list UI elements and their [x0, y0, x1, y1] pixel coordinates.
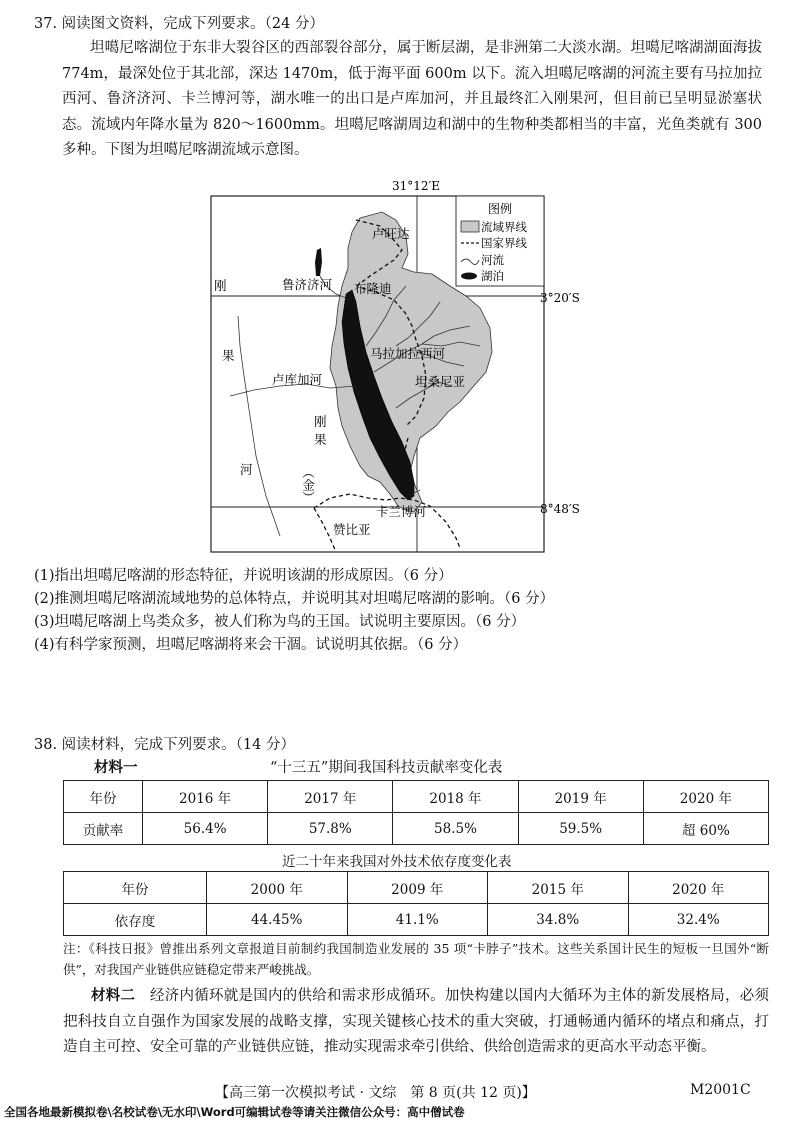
- q37-heading: 37. 阅读图文资料，完成下列要求。（24 分）: [34, 16, 324, 32]
- q37-paragraph: 坦噶尼喀湖位于东非大裂谷区的西部裂谷部分，属于断层湖，是非洲第二大淡水湖。坦噶尼喀湖湖面海拔 774m，最深处位于其北部，深达 1470m，低于海平面 600m 以下。流入坦噶尼喀湖的河流主要有马拉加拉西河、鲁济济河、卡兰博河等，湖水唯一的出口是卢库加河，并且最终汇入刚果河，但目前已呈明显淤塞状态。流域内年降水量为 820～1600mm。坦噶尼喀湖周边和湖中的生物种类都相当的丰富，光鱼类就有 300 多种。下图为坦噶尼喀湖流域示意图。: [62, 40, 762, 159]
- q37-question-3: (3)坦噶尼喀湖上鸟类众多，被人们称为鸟的王国。试说明主要原因。（6 分）: [34, 614, 526, 630]
- table2-value: 44.45%: [207, 904, 348, 936]
- table1-value: 超 60%: [643, 813, 768, 845]
- table2-title: 近二十年来我国对外技术依存度变化表: [282, 854, 512, 870]
- lat-north-label: 3°20′S: [540, 291, 580, 305]
- table1-value: 58.5%: [393, 813, 518, 845]
- label-malagarasi: 马拉加拉西河: [370, 346, 446, 361]
- paper-code: M2001C: [690, 1082, 751, 1098]
- table-tech-contribution: [63, 780, 769, 845]
- table2-header-dependence: 依存度: [64, 904, 207, 936]
- table1-header-rate: 贡献率: [64, 813, 143, 845]
- label-tanzania: 坦桑尼亚: [415, 374, 466, 389]
- q37-question-1: (1)指出坦噶尼喀湖的形态特征，并说明该湖的形成原因。（6 分）: [34, 568, 453, 584]
- table1-header-year: 年份: [64, 781, 143, 813]
- table1-year: 2019 年: [518, 781, 643, 813]
- legend-basin-swatch: [461, 221, 479, 232]
- material2: [63, 983, 769, 1061]
- q37-question-2: (2)推测坦噶尼喀湖流域地势的总体特点，并说明其对坦噶尼喀湖的影响。（6 分）: [34, 591, 555, 607]
- q38-heading: 38. 阅读材料，完成下列要求。（14 分）: [34, 737, 295, 753]
- table1-value: 56.4%: [143, 813, 268, 845]
- material2-label: 材料二: [91, 987, 136, 1004]
- tanganyika-basin-map: [210, 176, 586, 554]
- table1-year: 2017 年: [268, 781, 393, 813]
- legend-lake-swatch: [461, 273, 477, 280]
- table1-year: 2016 年: [143, 781, 268, 813]
- table2-year: 2015 年: [488, 872, 629, 904]
- footer-promo-line: 全国各地最新模拟卷\名校试卷\无水印\Word可编辑试卷等请关注微信公众号：高中僧试卷: [4, 1105, 465, 1119]
- label-congo-2: 果: [222, 348, 235, 363]
- label-congo-1: 刚: [214, 278, 227, 293]
- table2-value: 32.4%: [628, 904, 769, 936]
- table2-value: 41.1%: [347, 904, 488, 936]
- svg-text:果: 果: [314, 432, 327, 447]
- table1-year: 2020 年: [643, 781, 768, 813]
- table1-value: 59.5%: [518, 813, 643, 845]
- table2-value: 34.8%: [488, 904, 629, 936]
- table-note: 注：《科技日报》曾推出系列文章报道目前制约我国制造业发展的 35 项“卡脖子”技术。这些关系国计民生的短板一旦国外“断供”，对我国产业链供应链稳定带来严峻挑战。: [63, 941, 769, 977]
- material1-label: 材料一: [94, 759, 138, 776]
- label-kalambo: 卡兰博河: [376, 504, 427, 519]
- table2-header-year: 年份: [64, 872, 207, 904]
- label-ruzizi: 鲁济济河: [282, 277, 333, 292]
- label-lukuga: 卢库加河: [272, 372, 323, 387]
- svg-text:刚: 刚: [314, 414, 327, 429]
- legend-item-basin: 流域界线: [481, 220, 527, 234]
- map-legend: [456, 196, 544, 286]
- longitude-label: 31°12′E: [392, 179, 441, 193]
- label-burundi: 布隆迪: [354, 281, 392, 296]
- q37-question-4: (4)有科学家预测，坦噶尼喀湖将来会干涸。试说明其依据。（6 分）: [34, 637, 468, 653]
- label-zambia: 赞比亚: [333, 522, 371, 537]
- legend-title: 图例: [487, 202, 513, 216]
- lat-south-label: 8°48′S: [540, 502, 580, 516]
- page-footer: 【高三第一次模拟考试 · 文综 第 8 页(共 12 页)】: [215, 1085, 536, 1101]
- table2-year: 2009 年: [347, 872, 488, 904]
- label-congo-3: 河: [240, 462, 253, 477]
- legend-item-lake: 湖泊: [481, 269, 504, 283]
- table2-year: 2020 年: [628, 872, 769, 904]
- legend-item-border: 国家界线: [481, 236, 527, 250]
- legend-item-river: 河流: [481, 253, 504, 267]
- table-tech-dependence: [63, 871, 769, 936]
- table1-title: “十三五”期间我国科技贡献率变化表: [270, 760, 503, 776]
- label-rwanda: 卢旺达: [372, 226, 410, 241]
- svg-text:（金）: （金）: [300, 466, 316, 504]
- table1-year: 2018 年: [393, 781, 518, 813]
- material2-text: 经济内循环就是国内的供给和需求形成循环。加快构建以国内大循环为主体的新发展格局，必须把科技自立自强作为国家发展的战略支撑，实现关键核心技术的重大突破，打通畅通内循环的堵点和痛点，打造自主可控、安全可靠的产业链供应链，推动实现需求牵引供给、供给创造需求的更高水平动态平衡。: [63, 988, 770, 1056]
- table1-value: 57.8%: [268, 813, 393, 845]
- table2-year: 2000 年: [207, 872, 348, 904]
